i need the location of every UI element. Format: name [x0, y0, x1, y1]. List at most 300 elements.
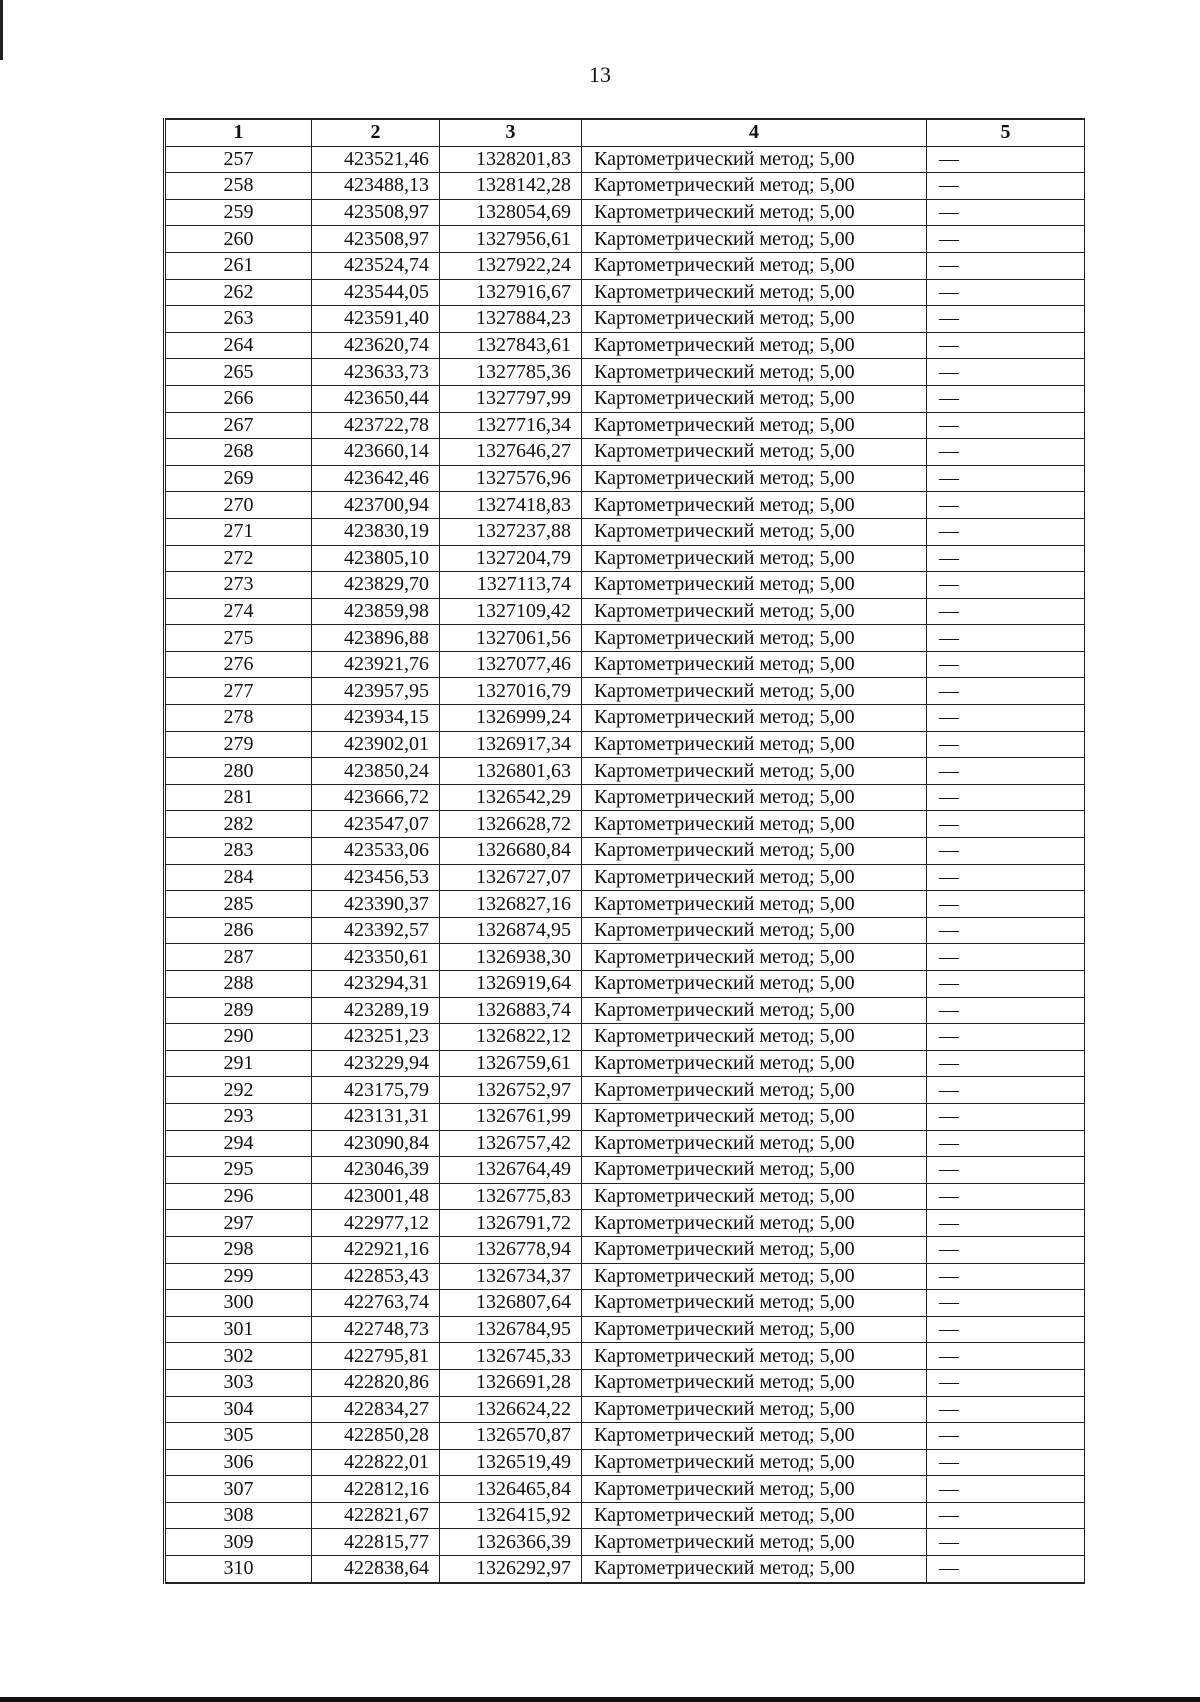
note-cell: —	[927, 891, 1085, 918]
point-number-cell: 300	[165, 1290, 312, 1317]
point-number-cell: 260	[165, 226, 312, 253]
point-number-cell: 295	[165, 1157, 312, 1184]
y-coordinate-cell: 1326624,22	[440, 1396, 582, 1423]
y-coordinate-cell: 1326680,84	[440, 838, 582, 865]
method-cell: Картометрический метод; 5,00	[582, 891, 927, 918]
point-number-cell: 282	[165, 811, 312, 838]
note-cell: —	[927, 1423, 1085, 1450]
note-cell: —	[927, 385, 1085, 412]
point-number-cell: 281	[165, 784, 312, 811]
table-row	[165, 1210, 1085, 1237]
method-cell: Картометрический метод; 5,00	[582, 465, 927, 492]
note-cell: —	[927, 731, 1085, 758]
table-row	[165, 944, 1085, 971]
y-coordinate-cell: 1326727,07	[440, 864, 582, 891]
note-cell: —	[927, 1369, 1085, 1396]
point-number-cell: 297	[165, 1210, 312, 1237]
y-coordinate-cell: 1326761,99	[440, 1103, 582, 1130]
note-cell: —	[927, 173, 1085, 200]
method-cell: Картометрический метод; 5,00	[582, 199, 927, 226]
table-row	[165, 1157, 1085, 1184]
x-coordinate-cell: 423294,31	[312, 971, 440, 998]
method-cell: Картометрический метод; 5,00	[582, 917, 927, 944]
method-cell: Картометрический метод; 5,00	[582, 545, 927, 572]
point-number-cell: 307	[165, 1476, 312, 1503]
method-cell: Картометрический метод; 5,00	[582, 1050, 927, 1077]
point-number-cell: 288	[165, 971, 312, 998]
table-row	[165, 1343, 1085, 1370]
method-cell: Картометрический метод; 5,00	[582, 838, 927, 865]
x-coordinate-cell: 423666,72	[312, 784, 440, 811]
x-coordinate-cell: 422821,67	[312, 1502, 440, 1529]
note-cell: —	[927, 252, 1085, 279]
y-coordinate-cell: 1326938,30	[440, 944, 582, 971]
point-number-cell: 309	[165, 1529, 312, 1556]
y-coordinate-cell: 1326999,24	[440, 705, 582, 732]
method-cell: Картометрический метод; 5,00	[582, 572, 927, 599]
table-row	[165, 1529, 1085, 1556]
table-row	[165, 731, 1085, 758]
y-coordinate-cell: 1326822,12	[440, 1024, 582, 1051]
method-cell: Картометрический метод; 5,00	[582, 252, 927, 279]
method-cell: Картометрический метод; 5,00	[582, 439, 927, 466]
note-cell: —	[927, 412, 1085, 439]
table-row	[165, 1476, 1085, 1503]
table-header-row	[165, 119, 1085, 146]
method-cell: Картометрический метод; 5,00	[582, 705, 927, 732]
point-number-cell: 270	[165, 492, 312, 519]
x-coordinate-cell: 423830,19	[312, 518, 440, 545]
table-row	[165, 917, 1085, 944]
table-row	[165, 199, 1085, 226]
table-row	[165, 891, 1085, 918]
method-cell: Картометрический метод; 5,00	[582, 731, 927, 758]
table-row	[165, 838, 1085, 865]
scan-edge-left	[0, 0, 3, 60]
method-cell: Картометрический метод; 5,00	[582, 1316, 927, 1343]
table-row	[165, 1396, 1085, 1423]
x-coordinate-cell: 423521,46	[312, 146, 440, 173]
note-cell: —	[927, 359, 1085, 386]
method-cell: Картометрический метод; 5,00	[582, 1263, 927, 1290]
x-coordinate-cell: 423175,79	[312, 1077, 440, 1104]
method-cell: Картометрический метод; 5,00	[582, 1183, 927, 1210]
y-coordinate-cell: 1326917,34	[440, 731, 582, 758]
y-coordinate-cell: 1326465,84	[440, 1476, 582, 1503]
table-row	[165, 1502, 1085, 1529]
y-coordinate-cell: 1327576,96	[440, 465, 582, 492]
table-row	[165, 306, 1085, 333]
x-coordinate-cell: 422822,01	[312, 1449, 440, 1476]
y-coordinate-cell: 1326827,16	[440, 891, 582, 918]
x-coordinate-cell: 422812,16	[312, 1476, 440, 1503]
table-row	[165, 1423, 1085, 1450]
y-coordinate-cell: 1328054,69	[440, 199, 582, 226]
method-cell: Картометрический метод; 5,00	[582, 1423, 927, 1450]
table-row	[165, 359, 1085, 386]
table-row	[165, 1050, 1085, 1077]
y-coordinate-cell: 1326807,64	[440, 1290, 582, 1317]
x-coordinate-cell: 422853,43	[312, 1263, 440, 1290]
method-cell: Картометрический метод; 5,00	[582, 1130, 927, 1157]
note-cell: —	[927, 651, 1085, 678]
table-row	[165, 811, 1085, 838]
point-number-cell: 299	[165, 1263, 312, 1290]
x-coordinate-cell: 423090,84	[312, 1130, 440, 1157]
x-coordinate-cell: 423508,97	[312, 199, 440, 226]
point-number-cell: 304	[165, 1396, 312, 1423]
method-cell: Картометрический метод; 5,00	[582, 146, 927, 173]
table-row	[165, 572, 1085, 599]
x-coordinate-cell: 423456,53	[312, 864, 440, 891]
note-cell: —	[927, 1449, 1085, 1476]
point-number-cell: 273	[165, 572, 312, 599]
y-coordinate-cell: 1326628,72	[440, 811, 582, 838]
x-coordinate-cell: 423934,15	[312, 705, 440, 732]
note-cell: —	[927, 1290, 1085, 1317]
y-coordinate-cell: 1327077,46	[440, 651, 582, 678]
note-cell: —	[927, 146, 1085, 173]
y-coordinate-cell: 1328201,83	[440, 146, 582, 173]
page-number: 13	[589, 62, 611, 87]
note-cell: —	[927, 1130, 1085, 1157]
y-coordinate-cell: 1326366,39	[440, 1529, 582, 1556]
y-coordinate-cell: 1327061,56	[440, 625, 582, 652]
method-cell: Картометрический метод; 5,00	[582, 784, 927, 811]
note-cell: —	[927, 838, 1085, 865]
method-cell: Картометрический метод; 5,00	[582, 1369, 927, 1396]
table-row	[165, 758, 1085, 785]
y-coordinate-cell: 1327916,67	[440, 279, 582, 306]
table-row	[165, 279, 1085, 306]
point-number-cell: 274	[165, 598, 312, 625]
note-cell: —	[927, 1157, 1085, 1184]
method-cell: Картометрический метод; 5,00	[582, 359, 927, 386]
x-coordinate-cell: 422748,73	[312, 1316, 440, 1343]
point-number-cell: 278	[165, 705, 312, 732]
method-cell: Картометрический метод; 5,00	[582, 412, 927, 439]
coordinates-table	[163, 118, 1085, 1584]
method-cell: Картометрический метод; 5,00	[582, 173, 927, 200]
y-coordinate-cell: 1326292,97	[440, 1556, 582, 1583]
point-number-cell: 267	[165, 412, 312, 439]
method-cell: Картометрический метод; 5,00	[582, 997, 927, 1024]
x-coordinate-cell: 423251,23	[312, 1024, 440, 1051]
point-number-cell: 310	[165, 1556, 312, 1583]
x-coordinate-cell: 423229,94	[312, 1050, 440, 1077]
x-coordinate-cell: 423660,14	[312, 439, 440, 466]
method-cell: Картометрический метод; 5,00	[582, 279, 927, 306]
x-coordinate-cell: 423829,70	[312, 572, 440, 599]
method-cell: Картометрический метод; 5,00	[582, 1343, 927, 1370]
point-number-cell: 292	[165, 1077, 312, 1104]
method-cell: Картометрический метод; 5,00	[582, 332, 927, 359]
table-row	[165, 678, 1085, 705]
x-coordinate-cell: 423392,57	[312, 917, 440, 944]
x-coordinate-cell: 422977,12	[312, 1210, 440, 1237]
note-cell: —	[927, 758, 1085, 785]
point-number-cell: 302	[165, 1343, 312, 1370]
point-number-cell: 294	[165, 1130, 312, 1157]
column-header: 2	[312, 119, 440, 146]
method-cell: Картометрический метод; 5,00	[582, 625, 927, 652]
point-number-cell: 291	[165, 1050, 312, 1077]
method-cell: Картометрический метод; 5,00	[582, 1157, 927, 1184]
note-cell: —	[927, 1263, 1085, 1290]
note-cell: —	[927, 226, 1085, 253]
x-coordinate-cell: 423289,19	[312, 997, 440, 1024]
note-cell: —	[927, 465, 1085, 492]
x-coordinate-cell: 423633,73	[312, 359, 440, 386]
y-coordinate-cell: 1326415,92	[440, 1502, 582, 1529]
note-cell: —	[927, 279, 1085, 306]
y-coordinate-cell: 1327716,34	[440, 412, 582, 439]
method-cell: Картометрический метод; 5,00	[582, 1077, 927, 1104]
point-number-cell: 264	[165, 332, 312, 359]
x-coordinate-cell: 422834,27	[312, 1396, 440, 1423]
x-coordinate-cell: 423508,97	[312, 226, 440, 253]
y-coordinate-cell: 1327797,99	[440, 385, 582, 412]
x-coordinate-cell: 423001,48	[312, 1183, 440, 1210]
y-coordinate-cell: 1327109,42	[440, 598, 582, 625]
note-cell: —	[927, 1183, 1085, 1210]
column-header: 1	[165, 119, 312, 146]
y-coordinate-cell: 1326801,63	[440, 758, 582, 785]
method-cell: Картометрический метод; 5,00	[582, 226, 927, 253]
point-number-cell: 263	[165, 306, 312, 333]
note-cell: —	[927, 811, 1085, 838]
y-coordinate-cell: 1326919,64	[440, 971, 582, 998]
note-cell: —	[927, 518, 1085, 545]
table-row	[165, 1130, 1085, 1157]
point-number-cell: 298	[165, 1236, 312, 1263]
note-cell: —	[927, 1103, 1085, 1130]
point-number-cell: 279	[165, 731, 312, 758]
note-cell: —	[927, 572, 1085, 599]
x-coordinate-cell: 422820,86	[312, 1369, 440, 1396]
x-coordinate-cell: 423547,07	[312, 811, 440, 838]
x-coordinate-cell: 422763,74	[312, 1290, 440, 1317]
table-row	[165, 651, 1085, 678]
point-number-cell: 271	[165, 518, 312, 545]
point-number-cell: 261	[165, 252, 312, 279]
method-cell: Картометрический метод; 5,00	[582, 944, 927, 971]
note-cell: —	[927, 1476, 1085, 1503]
x-coordinate-cell: 423700,94	[312, 492, 440, 519]
point-number-cell: 290	[165, 1024, 312, 1051]
note-cell: —	[927, 864, 1085, 891]
point-number-cell: 306	[165, 1449, 312, 1476]
note-cell: —	[927, 1077, 1085, 1104]
y-coordinate-cell: 1327113,74	[440, 572, 582, 599]
x-coordinate-cell: 423957,95	[312, 678, 440, 705]
x-coordinate-cell: 423544,05	[312, 279, 440, 306]
point-number-cell: 265	[165, 359, 312, 386]
note-cell: —	[927, 1236, 1085, 1263]
table-row	[165, 864, 1085, 891]
table-row	[165, 146, 1085, 173]
table-row	[165, 1449, 1085, 1476]
x-coordinate-cell: 423533,06	[312, 838, 440, 865]
y-coordinate-cell: 1326775,83	[440, 1183, 582, 1210]
y-coordinate-cell: 1327956,61	[440, 226, 582, 253]
table-row	[165, 545, 1085, 572]
point-number-cell: 284	[165, 864, 312, 891]
point-number-cell: 308	[165, 1502, 312, 1529]
note-cell: —	[927, 598, 1085, 625]
method-cell: Картометрический метод; 5,00	[582, 678, 927, 705]
y-coordinate-cell: 1326791,72	[440, 1210, 582, 1237]
x-coordinate-cell: 422850,28	[312, 1423, 440, 1450]
note-cell: —	[927, 678, 1085, 705]
table-row	[165, 784, 1085, 811]
point-number-cell: 262	[165, 279, 312, 306]
point-number-cell: 272	[165, 545, 312, 572]
table-row	[165, 439, 1085, 466]
column-header: 5	[927, 119, 1085, 146]
point-number-cell: 296	[165, 1183, 312, 1210]
note-cell: —	[927, 944, 1085, 971]
y-coordinate-cell: 1327922,24	[440, 252, 582, 279]
method-cell: Картометрический метод; 5,00	[582, 864, 927, 891]
y-coordinate-cell: 1326764,49	[440, 1157, 582, 1184]
point-number-cell: 285	[165, 891, 312, 918]
table-row	[165, 1103, 1085, 1130]
table-row	[165, 1183, 1085, 1210]
x-coordinate-cell: 423524,74	[312, 252, 440, 279]
table-row	[165, 1077, 1085, 1104]
x-coordinate-cell: 423902,01	[312, 731, 440, 758]
table-row	[165, 625, 1085, 652]
method-cell: Картометрический метод; 5,00	[582, 971, 927, 998]
method-cell: Картометрический метод; 5,00	[582, 1476, 927, 1503]
table-row	[165, 412, 1085, 439]
note-cell: —	[927, 1050, 1085, 1077]
note-cell: —	[927, 1396, 1085, 1423]
table-row	[165, 971, 1085, 998]
note-cell: —	[927, 545, 1085, 572]
method-cell: Картометрический метод; 5,00	[582, 1236, 927, 1263]
point-number-cell: 303	[165, 1369, 312, 1396]
x-coordinate-cell: 423131,31	[312, 1103, 440, 1130]
note-cell: —	[927, 971, 1085, 998]
y-coordinate-cell: 1326570,87	[440, 1423, 582, 1450]
scan-edge-bottom	[0, 1697, 1200, 1702]
method-cell: Картометрический метод; 5,00	[582, 1502, 927, 1529]
table-row	[165, 385, 1085, 412]
y-coordinate-cell: 1326734,37	[440, 1263, 582, 1290]
point-number-cell: 258	[165, 173, 312, 200]
x-coordinate-cell: 423896,88	[312, 625, 440, 652]
note-cell: —	[927, 1502, 1085, 1529]
method-cell: Картометрический метод; 5,00	[582, 492, 927, 519]
point-number-cell: 289	[165, 997, 312, 1024]
x-coordinate-cell: 423046,39	[312, 1157, 440, 1184]
y-coordinate-cell: 1327843,61	[440, 332, 582, 359]
method-cell: Картометрический метод; 5,00	[582, 598, 927, 625]
table-row	[165, 1316, 1085, 1343]
note-cell: —	[927, 492, 1085, 519]
x-coordinate-cell: 423642,46	[312, 465, 440, 492]
y-coordinate-cell: 1327204,79	[440, 545, 582, 572]
y-coordinate-cell: 1328142,28	[440, 173, 582, 200]
note-cell: —	[927, 306, 1085, 333]
note-cell: —	[927, 332, 1085, 359]
method-cell: Картометрический метод; 5,00	[582, 1556, 927, 1583]
y-coordinate-cell: 1326745,33	[440, 1343, 582, 1370]
x-coordinate-cell: 423488,13	[312, 173, 440, 200]
note-cell: —	[927, 1316, 1085, 1343]
point-number-cell: 257	[165, 146, 312, 173]
table-row	[165, 598, 1085, 625]
table-row	[165, 1290, 1085, 1317]
table-row	[165, 465, 1085, 492]
point-number-cell: 259	[165, 199, 312, 226]
y-coordinate-cell: 1326752,97	[440, 1077, 582, 1104]
table-row	[165, 1236, 1085, 1263]
table-row	[165, 1369, 1085, 1396]
table-row	[165, 252, 1085, 279]
y-coordinate-cell: 1327418,83	[440, 492, 582, 519]
method-cell: Картометрический метод; 5,00	[582, 1529, 927, 1556]
note-cell: —	[927, 625, 1085, 652]
x-coordinate-cell: 423850,24	[312, 758, 440, 785]
method-cell: Картометрический метод; 5,00	[582, 651, 927, 678]
note-cell: —	[927, 439, 1085, 466]
method-cell: Картометрический метод; 5,00	[582, 1024, 927, 1051]
table-row	[165, 492, 1085, 519]
table-row	[165, 1024, 1085, 1051]
note-cell: —	[927, 1343, 1085, 1370]
point-number-cell: 268	[165, 439, 312, 466]
x-coordinate-cell: 423650,44	[312, 385, 440, 412]
y-coordinate-cell: 1327785,36	[440, 359, 582, 386]
method-cell: Картометрический метод; 5,00	[582, 1290, 927, 1317]
point-number-cell: 301	[165, 1316, 312, 1343]
y-coordinate-cell: 1327884,23	[440, 306, 582, 333]
point-number-cell: 275	[165, 625, 312, 652]
y-coordinate-cell: 1326778,94	[440, 1236, 582, 1263]
x-coordinate-cell: 422838,64	[312, 1556, 440, 1583]
y-coordinate-cell: 1327016,79	[440, 678, 582, 705]
table-row	[165, 1263, 1085, 1290]
point-number-cell: 293	[165, 1103, 312, 1130]
note-cell: —	[927, 199, 1085, 226]
note-cell: —	[927, 917, 1085, 944]
point-number-cell: 277	[165, 678, 312, 705]
y-coordinate-cell: 1326784,95	[440, 1316, 582, 1343]
x-coordinate-cell: 423591,40	[312, 306, 440, 333]
column-header: 3	[440, 119, 582, 146]
method-cell: Картометрический метод; 5,00	[582, 1396, 927, 1423]
y-coordinate-cell: 1327646,27	[440, 439, 582, 466]
point-number-cell: 287	[165, 944, 312, 971]
method-cell: Картометрический метод; 5,00	[582, 811, 927, 838]
method-cell: Картометрический метод; 5,00	[582, 1449, 927, 1476]
note-cell: —	[927, 997, 1085, 1024]
point-number-cell: 266	[165, 385, 312, 412]
table-row	[165, 1556, 1085, 1583]
table-row	[165, 705, 1085, 732]
x-coordinate-cell: 423350,61	[312, 944, 440, 971]
table-row	[165, 226, 1085, 253]
y-coordinate-cell: 1326519,49	[440, 1449, 582, 1476]
method-cell: Картометрический метод; 5,00	[582, 306, 927, 333]
y-coordinate-cell: 1326757,42	[440, 1130, 582, 1157]
x-coordinate-cell: 423921,76	[312, 651, 440, 678]
note-cell: —	[927, 1529, 1085, 1556]
x-coordinate-cell: 423722,78	[312, 412, 440, 439]
